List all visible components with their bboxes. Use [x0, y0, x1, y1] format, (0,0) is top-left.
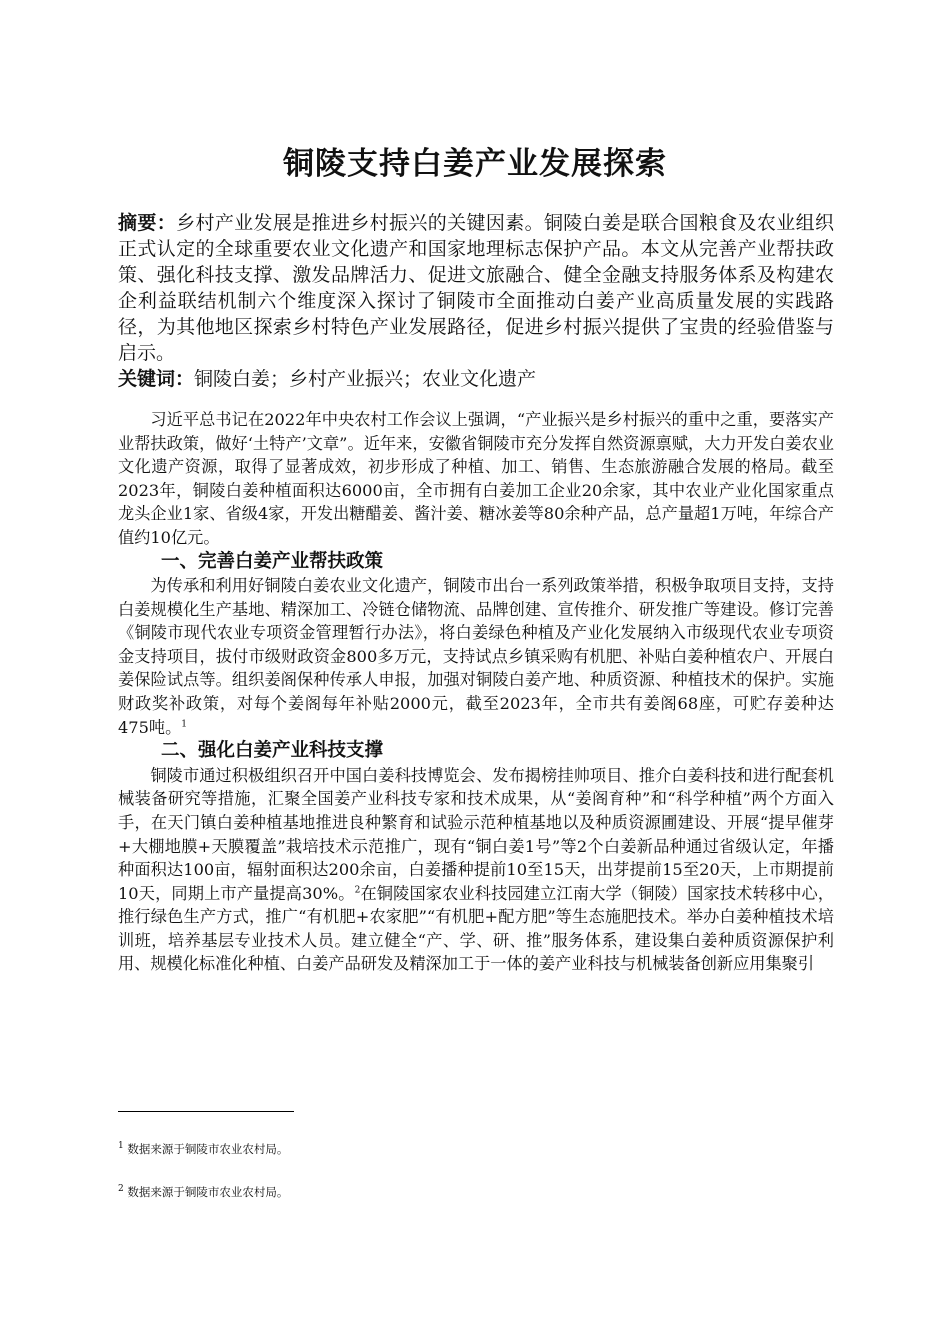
section-heading-2: 二、强化白姜产业科技支撑 — [161, 740, 384, 762]
section-paragraph-2 — [118, 764, 834, 976]
section-1-text: 为传承和利用好铜陵白姜农业文化遗产，铜陵市出台一系列政策举措，积极争取项目支持，支持白姜规模化生产基地、精深加工、冷链仓储物流、品牌创建、宣传推介、研发推广等建设。修订完善《铜陵市现代农业专项资金管理暂行办法》，将白姜绿色种植及产业化发展纳入市级现代农业专项资金支持项目，拔付市级财政资金800多万元，支持试点乡镇采购有机肥、补贴白姜种植农户、开展白姜保险试点等。组织姜阁保种传承人申报，加强对铜陵白姜产地、种质资源、种植技术的保护。实施财政奖补政策，对每个姜阁每年补贴2000元，截至2023年，全市共有姜阁68座，可贮存姜种达475吨。 — [118, 576, 834, 737]
footnote-2-mark: 2 — [118, 1184, 124, 1195]
abstract-text: 乡村产业发展是推进乡村振兴的关键因素。铜陵白姜是联合国粮食及农业组织正式认定的全球重要农业文化遗产和国家地理标志保护产品。本文从完善产业帮扶政策、强化科技支撑、激发品牌活力、促进文旅融合、健全金融支持服务体系及构建农企利益联结机制六个维度深入探讨了铜陵市全面推动白姜产业高质量发展的实践路径，为其他地区探索乡村特色产业发展路径，促进乡村振兴提供了宝贵的经验借鉴与启示。 — [118, 212, 834, 364]
body-text — [118, 408, 834, 976]
section-2-text-b: 在铜陵国家农业科技园建立江南大学（铜陵）国家技术转移中心，推行绿色生产方式，推广“有机肥+农家肥”“有机肥+配方肥”等生态施肥技术。举办白姜种植技术培训班，培养基层专业技术人员。建立健全“产、学、研、推”服务体系，建设集白姜种质资源保护利用、规模化标准化种植、白姜产品研发及精深加工于一体的姜产业科技与机械装备创新应用集聚引 — [118, 883, 835, 974]
footnote-2-text: 数据来源于铜陵市农业农村局。 — [127, 1185, 289, 1199]
footnote-separator — [118, 1111, 294, 1112]
footnote-1-mark: 1 — [118, 1141, 124, 1152]
section-paragraph-1 — [118, 574, 834, 739]
footnote-1 — [118, 1141, 718, 1157]
abstract-block — [118, 210, 834, 392]
intro-paragraph: 习近平总书记在2022年中央农村工作会议上强调，“产业振兴是乡村振兴的重中之重，要落实产业帮扶政策，做好‘土特产’文章”。近年来，安徽省铜陵市充分发挥自然资源禀赋，大力开发白姜农业文化遗产资源，取得了显著成效，初步形成了种植、加工、销售、生态旅游融合发展的格局。截至2023年，铜陵白姜种植面积达6000亩，全市拥有白姜加工企业20余家，其中农业产业化国家重点龙头企业1家、省级4家，开发出糖醋姜、酱汁姜、糖冰姜等80余种产品，总产量超1万吨，年综合产值约10亿元。 — [118, 410, 834, 547]
footnote-1-text: 数据来源于铜陵市农业农村局。 — [127, 1142, 289, 1156]
section-2-text-a: 铜陵市通过积极组织召开中国白姜科技博览会、发布揭榜挂帅项目、推介白姜科技和进行配套机械装备研究等措施，汇聚全国姜产业科技专家和技术成果，从“姜阁育种”和“科学种植”两个方面入手，在天门镇白姜种植基地推进良种繁育和试验示范种植基地以及种质资源圃建设、开展“提早催芽+大棚地膜+天膜覆盖”栽培技术示范推广，现有“铜白姜1号”等2个白姜新品种通过省级认定，年播种面积达100亩，辐射面积达200余亩，白姜播种提前10至15天，出芽提前15至20天，上市期提前10天，同期上市产量提高30%。 — [118, 765, 834, 903]
section-heading-1: 一、完善白姜产业帮扶政策 — [161, 550, 384, 572]
keywords-text: 铜陵白姜；乡村产业振兴；农业文化遗产 — [194, 368, 537, 390]
keywords-label: 关键词： — [118, 368, 195, 390]
abstract-label: 摘要： — [118, 212, 177, 234]
footnote-ref-1[interactable]: 1 — [181, 719, 188, 730]
abstract-paragraph — [118, 210, 834, 366]
page-title: 铜陵支持白姜产业发展探索 — [283, 146, 667, 182]
footnote-ref-2[interactable]: 2 — [354, 885, 361, 896]
footnote-2 — [118, 1184, 718, 1200]
keywords-line — [118, 366, 834, 392]
